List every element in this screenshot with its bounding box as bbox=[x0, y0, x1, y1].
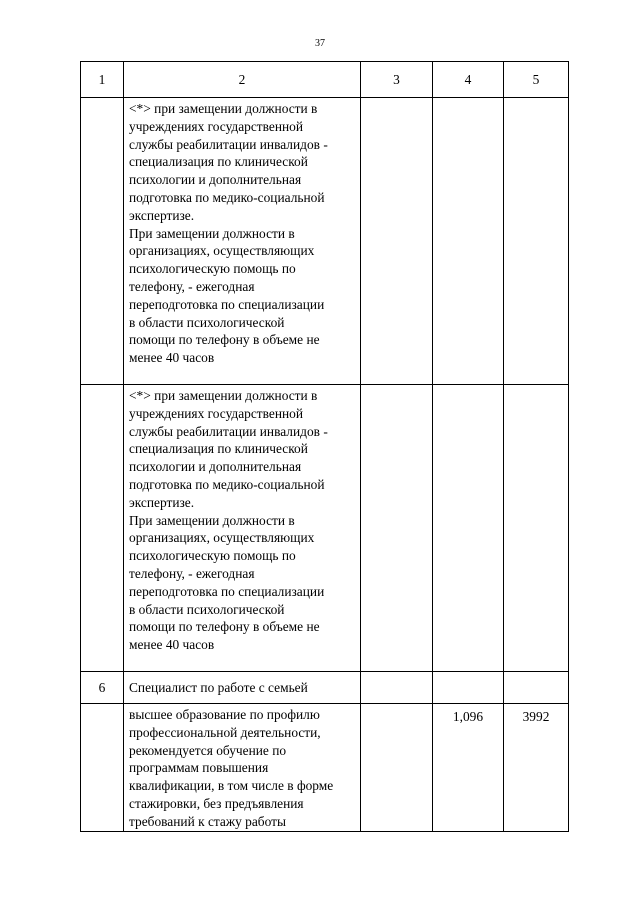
requirements-text: высшее образование по профилю профессиональной деятельности, рекомендуется обучение по программам повышения квалификации, в том числе в форме стажировки, без предъявления требований к стажу работы bbox=[129, 707, 334, 829]
col4-cell bbox=[433, 98, 504, 385]
requirements-cell bbox=[124, 385, 361, 672]
table-row bbox=[81, 704, 569, 832]
header-col-4: 4 bbox=[433, 62, 504, 98]
salary-value: 3992 bbox=[522, 709, 550, 724]
row-number-cell bbox=[81, 98, 124, 385]
header-col-3: 3 bbox=[361, 62, 433, 98]
col3-cell bbox=[361, 385, 433, 672]
position-title: Специалист по работе с семьей bbox=[129, 679, 308, 695]
row-number-cell bbox=[81, 704, 124, 832]
col3-cell bbox=[361, 704, 433, 832]
header-col-5: 5 bbox=[504, 62, 569, 98]
requirements-cell bbox=[124, 98, 361, 385]
salary-cell bbox=[504, 704, 569, 832]
position-title-cell bbox=[124, 672, 361, 704]
coefficient-cell bbox=[433, 704, 504, 832]
col3-cell bbox=[361, 98, 433, 385]
col5-cell bbox=[504, 672, 569, 704]
row-number-cell: 6 bbox=[81, 672, 124, 704]
requirements-text: <*> при замещении должности в учреждениях государственной службы реабилитации инвалидов - специализация по клинической психологии и дополнительная подготовка по медико-социальной экспертизе. При замещении должности в организациях, осуществляющих психологическую помощь по телефону, - ежегодная переподготовка по специализации в области психологической помощи по телефону в объеме не менее 40 часов bbox=[129, 388, 328, 653]
col4-cell bbox=[433, 672, 504, 704]
requirements-text: <*> при замещении должности в учреждениях государственной службы реабилитации инвалидов - специализация по клинической психологии и дополнительная подготовка по медико-социальной экспертизе. При замещении должности в организациях, осуществляющих психологическую помощь по телефону, - ежегодная переподготовка по специализации в области психологической помощи по телефону в объеме не менее 40 часов bbox=[129, 101, 328, 366]
col4-cell bbox=[433, 385, 504, 672]
header-col-1: 1 bbox=[81, 62, 124, 98]
table-row bbox=[81, 385, 569, 672]
table-header-row bbox=[81, 62, 569, 98]
row-number-cell bbox=[81, 385, 124, 672]
table-row bbox=[81, 98, 569, 385]
coefficient-value: 1,096 bbox=[452, 709, 484, 724]
requirements-cell bbox=[124, 704, 361, 832]
page-number: 37 bbox=[315, 38, 325, 49]
qualification-table bbox=[80, 61, 569, 832]
table-row bbox=[81, 672, 569, 704]
col5-cell bbox=[504, 98, 569, 385]
header-col-2: 2 bbox=[124, 62, 361, 98]
col3-cell bbox=[361, 672, 433, 704]
col5-cell bbox=[504, 385, 569, 672]
